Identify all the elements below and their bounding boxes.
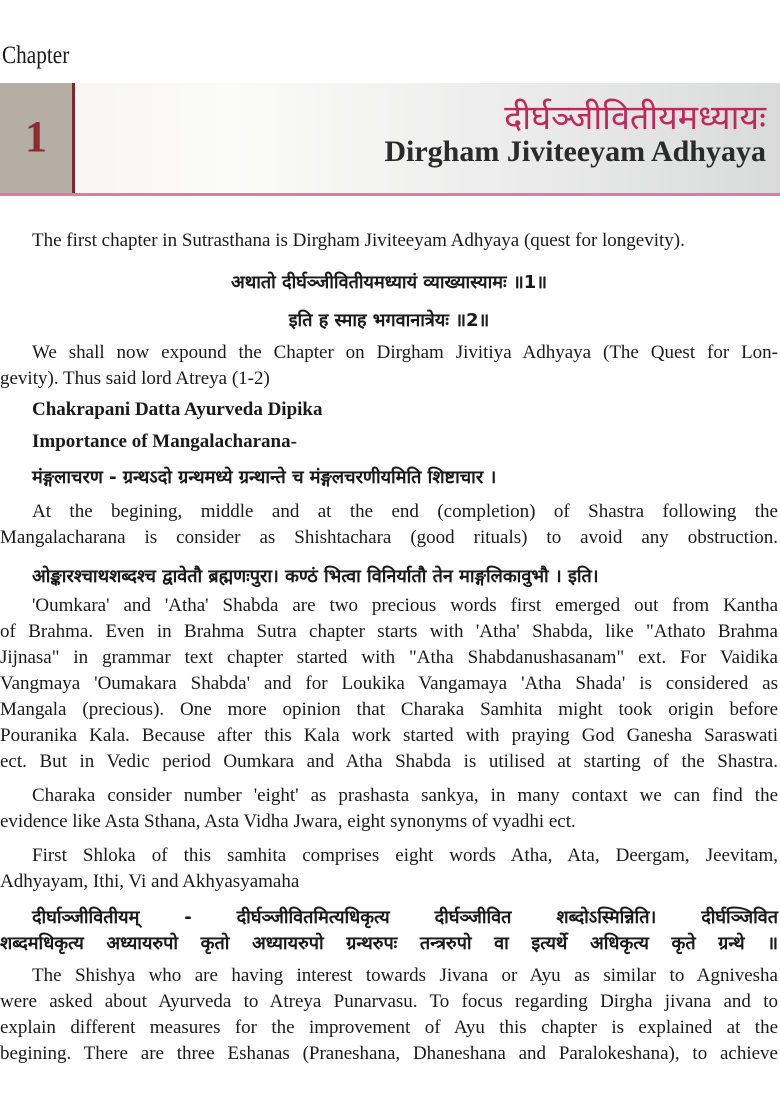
body-line: Adhyayam, Ithi, Vi and Akhyasyamaha [0, 871, 300, 892]
body-line: Mangala (precious). One more opinion that Charaka Samhita might took origin before [0, 699, 778, 720]
sanskrit-verse: अथातो दीर्घञ्जीवितीयमध्यायं व्याख्यास्यामः ॥1॥ [230, 272, 548, 293]
body-line: At the begining, middle and at the end (completion) of Shastra following the [32, 501, 778, 522]
body-line: Jijnasa" in grammar text chapter started with "Atha Shabdanushasanam" ext. For Vaidika [0, 647, 778, 668]
body-line: ect. But in Vedic period Oumkara and Atha Shabda is utilised at starting of the Shastra. [0, 751, 778, 772]
body-line: gevity). Thus said lord Atreya (1-2) [0, 368, 270, 389]
chapter-number-box [0, 83, 75, 193]
chapter-title-sanskrit: दीर्घञ्जीवितीयमध्यायः [504, 98, 766, 138]
body-line: Vangmaya 'Oumakara Shabda' and for Loukika Vangamaya 'Atha Shada' is considered as [0, 673, 778, 694]
sanskrit-line: मंङ्गलाचरण - ग्रन्थऽदो ग्रन्थमध्ये ग्रन्थान्ते च मंङ्गलचरणीयमिति शिष्टाचार । [32, 467, 497, 488]
chapter-label: Chapter [2, 42, 70, 69]
subheading: Importance of Mangalacharana- [32, 431, 297, 452]
body-line: begining. There are three Eshanas (Praneshana, Dhaneshana and Paralokeshana), to achieve [0, 1043, 778, 1064]
sanskrit-verse: इति ह स्माह भगवानात्रेयः ॥2॥ [288, 310, 490, 331]
body-line: were asked about Ayurveda to Atreya Punarvasu. To focus regarding Dirgha jivana and to [0, 991, 778, 1012]
sanskrit-line: दीर्घाञ्जीवितीयम् - दीर्घञ्जीवितमित्यधिकृत्य दीर्घञ्जीवित शब्दोऽस्मिन्निति। दीर्घञ्जिवित [32, 907, 778, 928]
body-line: explain different measures for the improvement of Ayu this chapter is explained at the [0, 1017, 778, 1038]
body-line: Pouranika Kala. Because after this Kala work started with praying God Ganesha Saraswati [0, 725, 778, 746]
subheading: Chakrapani Datta Ayurveda Dipika [32, 399, 323, 420]
body-line: 'Oumkara' and 'Atha' Shabda are two precious words first emerged out from Kantha [32, 595, 778, 616]
body-line: We shall now expound the Chapter on Dirgham Jivitiya Adhyaya (The Quest for Lon- [32, 342, 778, 363]
body-line: of Brahma. Even in Brahma Sutra chapter starts with 'Atha' Shabda, like "Athato Brahma [0, 621, 778, 642]
chapter-number: 1 [25, 112, 47, 161]
body-line: The first chapter in Sutrasthana is Dirgham Jiviteeyam Adhyaya (quest for longevity). [32, 230, 685, 251]
sanskrit-line: ओङ्कारश्चाथशब्दश्च द्वावेतौ ब्रह्मणःपुरा। कण्ठं भित्वा विनिर्यातौ तेन माङ्गलिकावुभौ । इति। [32, 566, 599, 587]
body-line: First Shloka of this samhita comprises eight words Atha, Ata, Deergam, Jeevitam, [32, 845, 778, 866]
sanskrit-line: शब्दमधिकृत्य अध्यायरुपो कृतो अध्यायरुपो ग्रन्थरुपः तन्त्ररुपो वा इत्यर्थे अधिकृत्य कृते ग्रन्थे ॥ [0, 933, 778, 954]
chapter-banner [0, 83, 780, 196]
body-line: Mangalacharana is consider as Shishtachara (good rituals) to avoid any obstruction. [0, 527, 778, 548]
body-line: evidence like Asta Sthana, Asta Vidha Jwara, eight synonyms of vyadhi ect. [0, 811, 576, 832]
chapter-title-english: Dirgham Jiviteeyam Adhyaya [384, 135, 766, 168]
body-line: The Shishya who are having interest towards Jivana or Ayu as similar to Agnivesha [32, 965, 778, 986]
body-line: Charaka consider number 'eight' as prashasta sankya, in many contaxt we can find the [32, 785, 778, 806]
